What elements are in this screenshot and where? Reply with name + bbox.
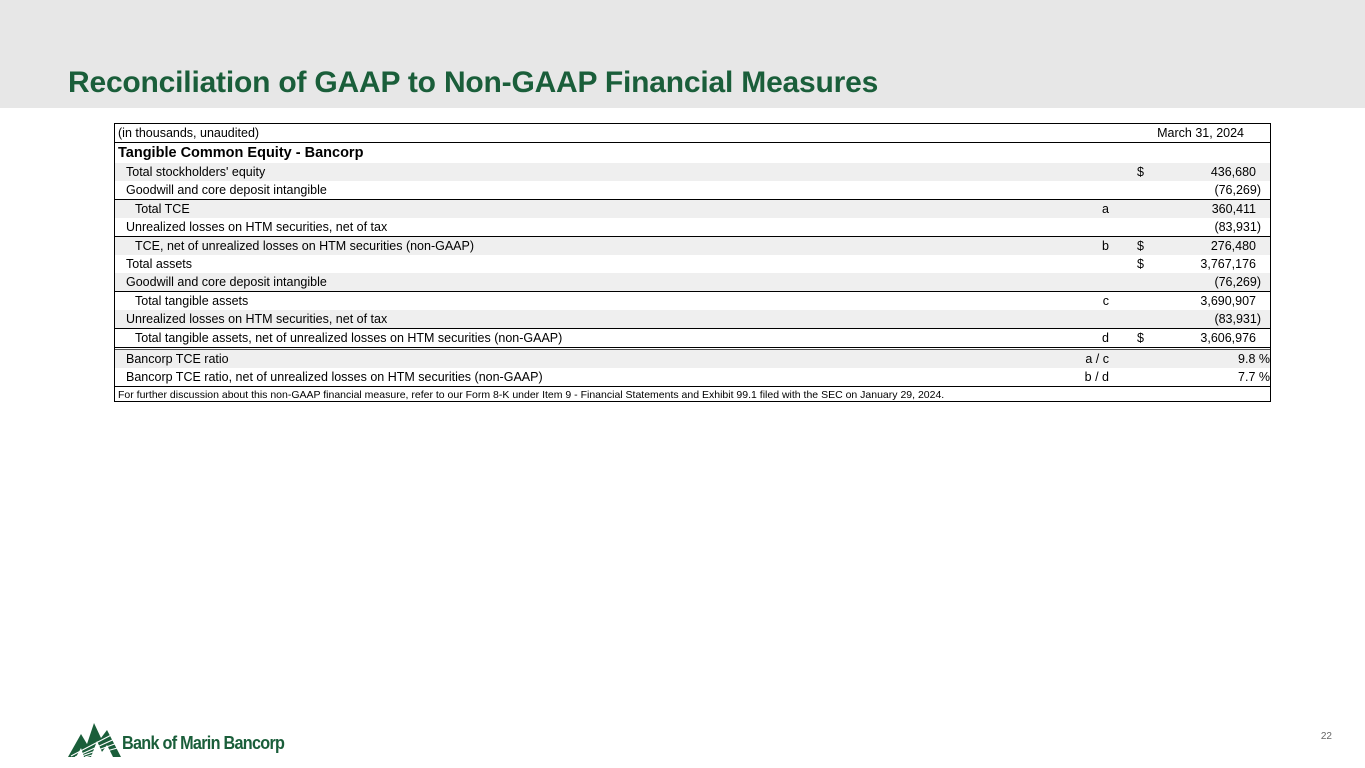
row-currency: $: [1137, 165, 1144, 179]
row-ref: d: [1102, 331, 1109, 345]
table-row: [115, 368, 1270, 386]
row-ref: a: [1102, 202, 1109, 216]
unit-note: (in thousands, unaudited): [118, 126, 260, 140]
table-row: [115, 163, 1270, 181]
mountain-trees-logo-icon: [67, 720, 123, 760]
divider: [115, 347, 1270, 348]
row-ref: a / c: [1085, 352, 1109, 366]
table-row: [115, 255, 1270, 273]
section-title: Tangible Common Equity - Bancorp: [118, 145, 364, 161]
section-title-row: [115, 143, 1270, 163]
row-value: 3,606,976: [1200, 331, 1256, 345]
row-currency: $: [1137, 257, 1144, 271]
row-label: Goodwill and core deposit intangible: [126, 183, 327, 197]
footnote-text: For further discussion about this non-GAAP financial measure, refer to our Form 8-K under Item 9 - Financial Statements and Exhibit 99.1 filed with the SEC on January 29, 2024.: [118, 389, 945, 401]
row-value: 3,690,907: [1200, 294, 1256, 308]
row-label: Total tangible assets, net of unrealized losses on HTM securities (non-GAAP): [135, 331, 563, 345]
page-number: 22: [1320, 731, 1332, 742]
row-value: (76,269): [1214, 275, 1261, 289]
row-value: 436,680: [1210, 165, 1256, 179]
row-label: Total assets: [126, 257, 193, 271]
table-row: [115, 273, 1270, 291]
row-label: Bancorp TCE ratio, net of unrealized losses on HTM securities (non-GAAP): [126, 370, 543, 384]
row-ref: b / d: [1084, 370, 1109, 384]
row-ref: c: [1102, 294, 1109, 308]
row-label: Total TCE: [135, 202, 190, 216]
row-value: 360,411: [1211, 202, 1256, 216]
row-value: (83,931): [1214, 220, 1261, 234]
row-value: (83,931): [1214, 312, 1261, 326]
table-row: [115, 310, 1270, 328]
row-label: Unrealized losses on HTM securities, net of tax: [126, 312, 388, 326]
table-row: [115, 350, 1270, 368]
table-column-header: [115, 124, 1270, 142]
row-label: Bancorp TCE ratio: [126, 352, 229, 366]
row-value: 3,767,176: [1200, 257, 1256, 271]
table-row: [115, 329, 1270, 347]
period-header: March 31, 2024: [1157, 126, 1244, 140]
page-title: Reconciliation of GAAP to Non-GAAP Financial Measures: [68, 66, 879, 99]
row-label: Unrealized losses on HTM securities, net of tax: [126, 220, 388, 234]
row-label: Goodwill and core deposit intangible: [126, 275, 327, 289]
row-currency: $: [1137, 331, 1144, 345]
table-row: [115, 292, 1270, 310]
row-currency: $: [1137, 239, 1144, 253]
table-footnote-row: [115, 386, 1270, 404]
bank-logo: [67, 720, 287, 760]
row-label: Total stockholders' equity: [126, 165, 266, 179]
row-value: 9.8 %: [1238, 352, 1270, 366]
table-row: [115, 218, 1270, 236]
row-label: Total tangible assets: [135, 294, 249, 308]
table-row: [115, 237, 1270, 255]
table-row: [115, 200, 1270, 218]
row-value: 276,480: [1210, 239, 1256, 253]
row-value: (76,269): [1214, 183, 1261, 197]
logo-text: Bank of Marin Bancorp: [122, 733, 285, 753]
reconciliation-table: [114, 123, 1271, 402]
row-value: 7.7 %: [1238, 370, 1270, 384]
row-label: TCE, net of unrealized losses on HTM securities (non-GAAP): [135, 239, 475, 253]
row-ref: b: [1102, 239, 1109, 253]
table-row: [115, 181, 1270, 199]
